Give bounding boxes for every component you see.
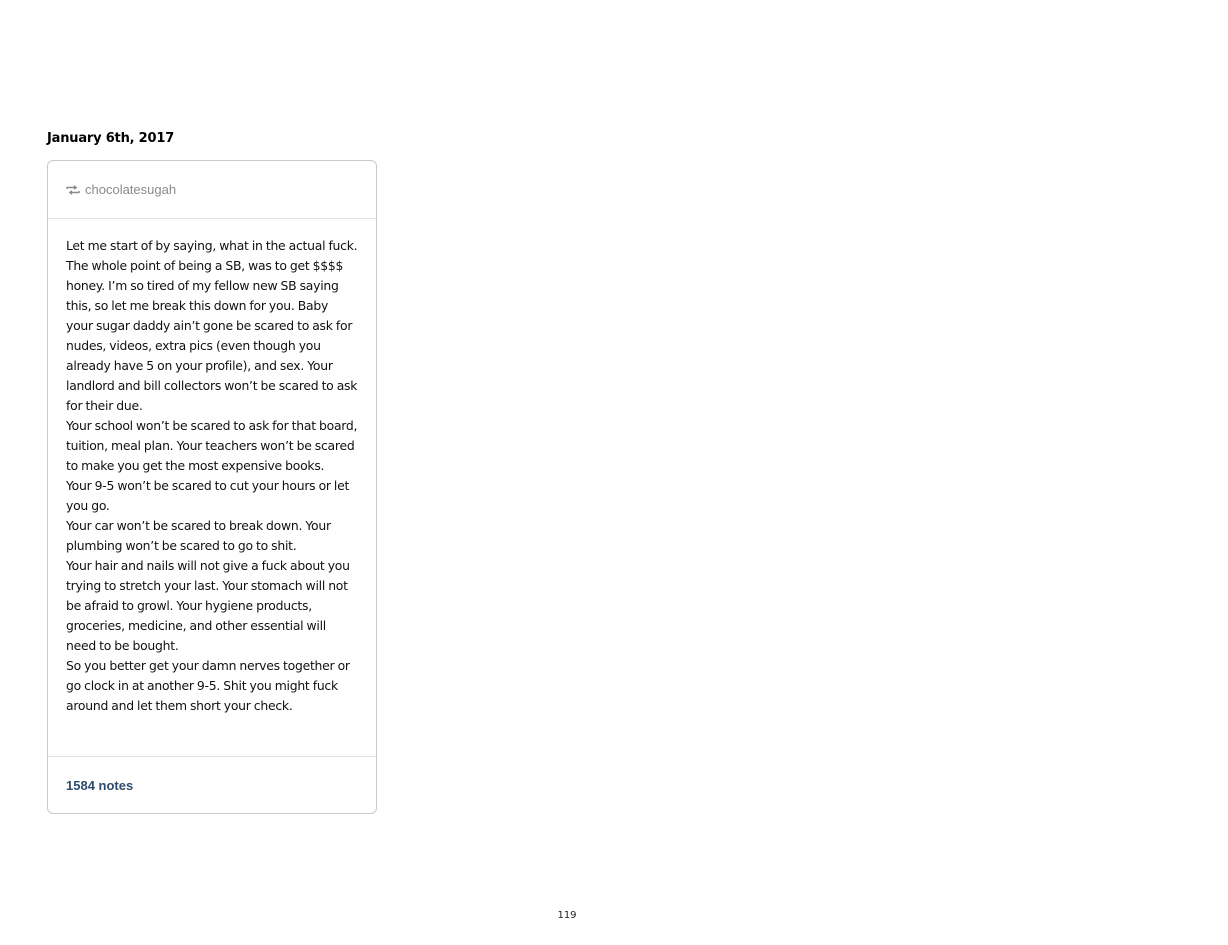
post-card xyxy=(47,160,377,814)
post-header xyxy=(48,161,376,219)
post-paragraph: So you better get your damn nerves together or go clock in at another 9-5. Shit you might fuck around and let them short your check. xyxy=(66,658,350,713)
post-body xyxy=(48,219,376,757)
post-paragraph: Let me start of by saying, what in the actual fuck. The whole point of being a SB, was to get $$$$ honey. I’m so tired of my fellow new SB saying this, so let me break this down for you. Baby your sugar daddy ain’t gone be scared to ask for nudes, videos, extra pics (even though you already have 5 on your profile), and sex. Your landlord and bill collectors won’t be scared to ask for their due. xyxy=(66,238,358,413)
post-paragraph: Your 9-5 won’t be scared to cut your hours or let you go. xyxy=(66,478,350,513)
page-number: 119 xyxy=(557,910,577,921)
post-footer xyxy=(48,757,376,813)
post-paragraph: Your hair and nails will not give a fuck about you trying to stretch your last. Your stomach will not be afraid to growl. Your hygiene products, groceries, medicine, and other essential will need to be bought. xyxy=(66,558,350,653)
reblog-username-link[interactable]: chocolatesugah xyxy=(85,182,177,197)
post-paragraph: Your car won’t be scared to break down. Your plumbing won’t be scared to go to shit. xyxy=(66,518,331,553)
reblog-icon xyxy=(66,185,80,195)
post-paragraph: Your school won’t be scared to ask for that board, tuition, meal plan. Your teachers won’t be scared to make you get the most expensive books. xyxy=(66,418,358,473)
post-date: January 6th, 2017 xyxy=(47,131,175,146)
notes-count-link[interactable]: 1584 notes xyxy=(66,777,134,793)
